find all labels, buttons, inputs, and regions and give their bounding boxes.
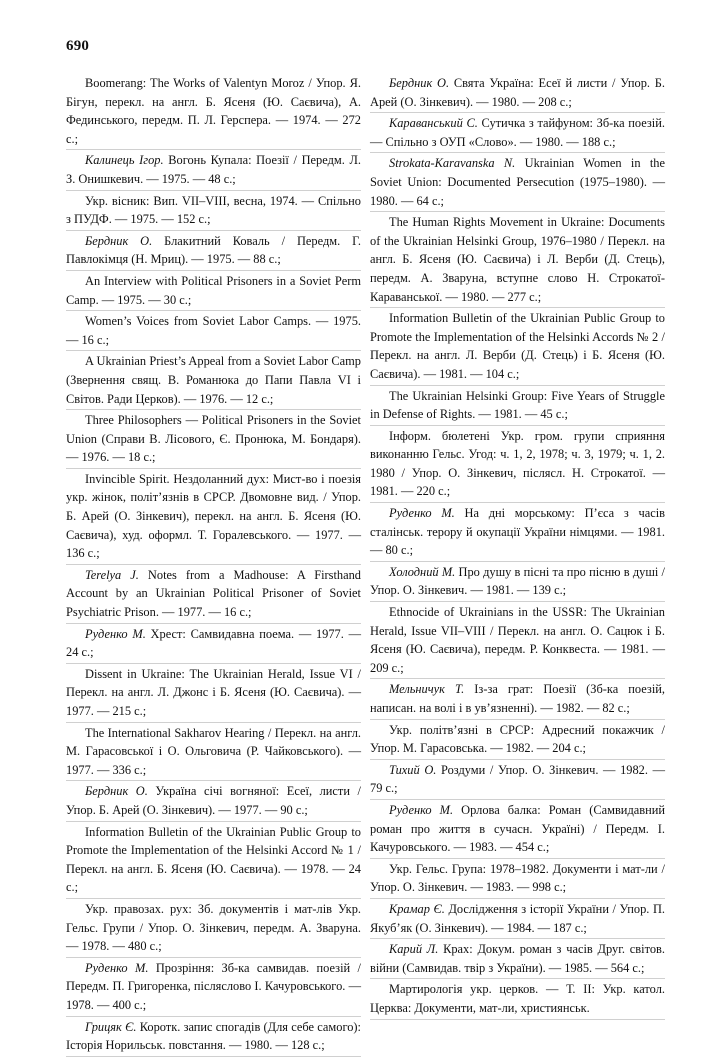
entry-text: Блакитний Коваль / Передм. Г. Павлокімця (Н. Мриц). — 1975. — 88 с.;: [66, 233, 361, 267]
bibliography-entry: [370, 114, 665, 153]
bibliography-entry: [66, 566, 361, 624]
entry-author: Калинець Ігор.: [85, 153, 164, 168]
entry-text: Укр. вісник: Вип. VII–VIII, весна, 1974. — Спільно з ПУДФ. — 1975. — 152 с.;: [66, 193, 361, 227]
entry-author: Крамар Є.: [389, 901, 445, 916]
bibliography-entry: [66, 724, 361, 782]
bibliography-entry: [66, 625, 361, 664]
bibliography-entry: [66, 959, 361, 1017]
bibliography-entry: [370, 801, 665, 859]
bibliography-entry: [66, 900, 361, 958]
entry-text: Мартирологія укр. церков. — Т. II: Укр. катол. Церква: Документи, мат-ли, християнськ.: [370, 982, 665, 1015]
entry-text: Boomerang: The Works of Valentyn Moroz / Упор. Я. Бігун, перекл. на англ. Б. Ясеня (Ю. Саєвича), А. Фединського, передм. П. Л. Герспера. — 1974. — 272 с.;: [66, 76, 361, 146]
entry-text: Сутичка з тайфуном: Зб-ка поезій. — Спільно з ОУП «Слово». — 1980. — 188 с.;: [370, 116, 665, 149]
bibliography-entry: [66, 823, 361, 899]
entry-text: Інформ. бюлетені Укр. гром. групи сприяння виконанню Гельс. Угод: ч. 1, 2, 1978; ч. 3, 1979; ч. 1, 2. 1980 / Упор. О. Зінкевич, післясл. Н. Строкатої. — 1981. — 220 с.;: [370, 428, 665, 499]
entry-author: Мельничук Т.: [389, 682, 465, 697]
bibliography-entry: [66, 151, 361, 190]
bibliography-entry: [66, 192, 361, 231]
bibliography-entry: [370, 309, 665, 385]
entry-text: Укр. політв’язні в СРСР: Адресний покажчик / Упор. М. Гарасовська. — 1982. — 204 с.;: [370, 722, 665, 756]
entry-text: Із-за грат: Поезії (Зб-ка поезій, написан. на волі і в ув’язненні). — 1982. — 82 с.;: [370, 682, 665, 715]
bibliography-entry: [66, 665, 361, 723]
entry-author: Бердник О.: [85, 233, 153, 248]
bibliography-entry: [370, 680, 665, 719]
entry-text: Дослідження з історії України / Упор. П. Якуб’як (О. Зінкевич). — 1984. — 187 с.;: [370, 901, 665, 935]
bibliography-entry: [66, 352, 361, 410]
entry-author: Бердник О.: [389, 76, 450, 90]
entry-text: The Human Rights Movement in Ukraine: Documents of the Ukrainian Helsinki Group, 1976–1980 / Перекл. на англ. Б. Ясеня (Ю. Саєвича) і Л. Верби (Д. Стець), передм. А. Зваруна, вступне слово Н. Строкатої-Караванської. — 1980. — 277 с.;: [370, 215, 665, 304]
bibliography-entry: [370, 154, 665, 212]
entry-text: Three Philosophers — Political Prisoners in the Soviet Union (Справи В. Лісового, Є. Пронюка, М. Бондаря). — 1976. — 18 с.;: [66, 413, 361, 465]
entry-text: Notes from a Madhouse: A Firsthand Account by an Ukrainian Political Prisoner of Soviet Psychiatric Prison. — 1977. — 16 с.;: [66, 567, 362, 620]
entry-text: Орлова балка: Роман (Самвидавний роман про життя в сучасн. Україні) / Передм. І. Качуровського. — 1983. — 454 с.;: [370, 802, 665, 855]
bibliography-entry: [66, 1018, 361, 1057]
entry-text: Information Bulletin of the Ukrainian Public Group to Promote the Implementation of the Helsinki Accords № 2 / Перекл. на англ. Л. Верби (Д. Стець) і Б. Ясеня (Ю. Саєвича). — 1981. — 104 с.;: [370, 311, 665, 381]
bibliography-entry: [66, 312, 361, 351]
bibliography-entry: [370, 860, 665, 899]
entry-text: Dissent in Ukraine: The Ukrainian Herald, Issue VI / Перекл. на англ. Л. Джонс і Б. Ясеня (Ю. Саєвича). — 1977. — 215 с.;: [66, 666, 361, 718]
bibliography-entry: [66, 470, 361, 565]
entry-text: Invincible Spirit. Нездоланний дух: Мист-во і поезія укр. жінок, політ’язнів в СРСР. Двомовне вид. / Упор. Б. Арей (О. Зінкевич), перекл. на англ. Б. Ясеня (Ю. Саєвича), худ. оформл. Т. Горалевського. — 1977. — 136 с.;: [66, 471, 361, 561]
entry-text: Свята Україна: Есеї й листи / Упор. Б. Арей (О. Зінкевич). — 1980. — 208 с.;: [370, 76, 666, 109]
entry-author: Terelya J.: [85, 567, 139, 582]
bibliography-entry: [66, 232, 361, 271]
entry-text: Україна січі вогняної: Есеї, листи / Упор. Б. Арей (О. Зінкевич). — 1977. — 90 с.;: [66, 784, 361, 817]
bibliography-entry: [66, 411, 361, 469]
bibliography-entry: [370, 427, 665, 503]
bibliography-entry: [370, 721, 665, 760]
entry-text: Крах: Докум. роман з часів Друг. світов. війни (Самвидав. твір з України). — 1985. — 564 с.;: [370, 942, 665, 975]
bibliography-entry: [370, 563, 665, 602]
entry-text: The Ukrainian Helsinki Group: Five Years of Struggle in Defense of Rights. — 1981. — 45 с.;: [370, 388, 665, 422]
entry-text: Укр. Гельс. Група: 1978–1982. Документи і мат-ли / Упор. О. Зінкевич. — 1983. — 998 с.;: [370, 861, 665, 895]
entry-author: Холодний М.: [389, 564, 456, 579]
right-column: [370, 74, 665, 1021]
bibliography-entry: [370, 387, 665, 426]
entry-text: Вогонь Купала: Поезії / Передм. Л. З. Онишкевич. — 1975. — 48 с.;: [66, 153, 361, 186]
entry-text: На дні морському: П’єса з часів сталінськ. терору й окупації України німцями. — 1981. — 80 с.;: [370, 506, 666, 558]
entry-author: Бердник О.: [85, 784, 148, 799]
entry-text: Women’s Voices from Soviet Labor Camps. — 1975. — 16 с.;: [66, 314, 361, 347]
entry-author: Руденко М.: [389, 506, 455, 521]
entry-text: An Interview with Political Prisoners in a Soviet Perm Camp. — 1975. — 30 с.;: [66, 273, 361, 307]
entry-author: Руденко М.: [85, 960, 149, 975]
bibliography-entry: [66, 782, 361, 821]
bibliography-entry: [370, 504, 665, 562]
entry-text: Хрест: Самвидавна поема. — 1977. — 24 с.;: [66, 626, 361, 660]
entry-text: Укр. правозах. рух: Зб. документів і мат-лів Укр. Гельс. Групи / Упор. О. Зінкевич, передм. А. Зваруна. — 1978. — 480 с.;: [66, 901, 361, 954]
bibliography-entry: [370, 603, 665, 679]
bibliography-entry: [370, 900, 665, 939]
bibliography-entry: [66, 272, 361, 311]
bibliography-entry: [370, 213, 665, 308]
bibliography-entry: [370, 74, 665, 113]
entry-author: Карий Л.: [389, 942, 439, 957]
entry-text: Роздуми / Упор. О. Зінкевич. — 1982. — 79 с.;: [370, 762, 665, 796]
entry-author: Караванський С.: [389, 116, 478, 131]
entry-text: Ukrainian Women in the Soviet Union: Documented Persecution (1975–1980). — 1980. — 64 с.;: [370, 156, 666, 208]
entry-text: Прозріння: Зб-ка самвидав. поезій / Передм. П. Григоренка, післяслово І. Качуровського. — 1978. — 400 с.;: [66, 960, 361, 1012]
bibliography-entry: [66, 74, 361, 150]
entry-author: Грицяк Є.: [85, 1019, 137, 1034]
page-number: 690: [66, 38, 90, 54]
entry-author: Strokata-Karavanska N.: [389, 156, 516, 171]
left-column: [66, 74, 361, 1058]
entry-text: A Ukrainian Priest’s Appeal from a Soviet Labor Camp (Звернення свящ. В. Романюка до Папи Павла VI і Світов. Ради Церков). — 1976. — 12 с.;: [66, 354, 361, 406]
bibliography-entry: [370, 940, 665, 979]
entry-author: Руденко М.: [389, 802, 454, 817]
entry-text: Про душу в пісні та про пісню в душі / Упор. О. Зінкевич. — 1981. — 139 с.;: [370, 564, 666, 598]
entry-author: Руденко М.: [85, 626, 146, 641]
entry-text: Коротк. запис спогадів (Для себе самого): Історія Норильськ. повстання. — 1980. — 128 с.;: [66, 1019, 361, 1053]
entry-text: Information Bulletin of the Ukrainian Public Group to Promote the Implementation of the Helsinki Accord № 1 / Перекл. на англ. Б. Ясеня (Ю. Саєвича). — 1978. — 24 с.;: [66, 824, 361, 895]
entry-text: The International Sakharov Hearing / Перекл. на англ. М. Гарасовської і О. Ольговича (Р. Чайковського). — 1977. — 336 с.;: [66, 725, 361, 777]
entry-author: Тихий О.: [389, 762, 437, 777]
entry-text: Ethnocide of Ukrainians in the USSR: The Ukrainian Herald, Issue VII–VIII / Перекл. на англ. О. Сацюк і Б. Ясеня (Ю. Саєвича), передм. Р. Конквеста. — 1981. — 209 с.;: [370, 605, 665, 675]
bibliography-entry: [370, 761, 665, 800]
